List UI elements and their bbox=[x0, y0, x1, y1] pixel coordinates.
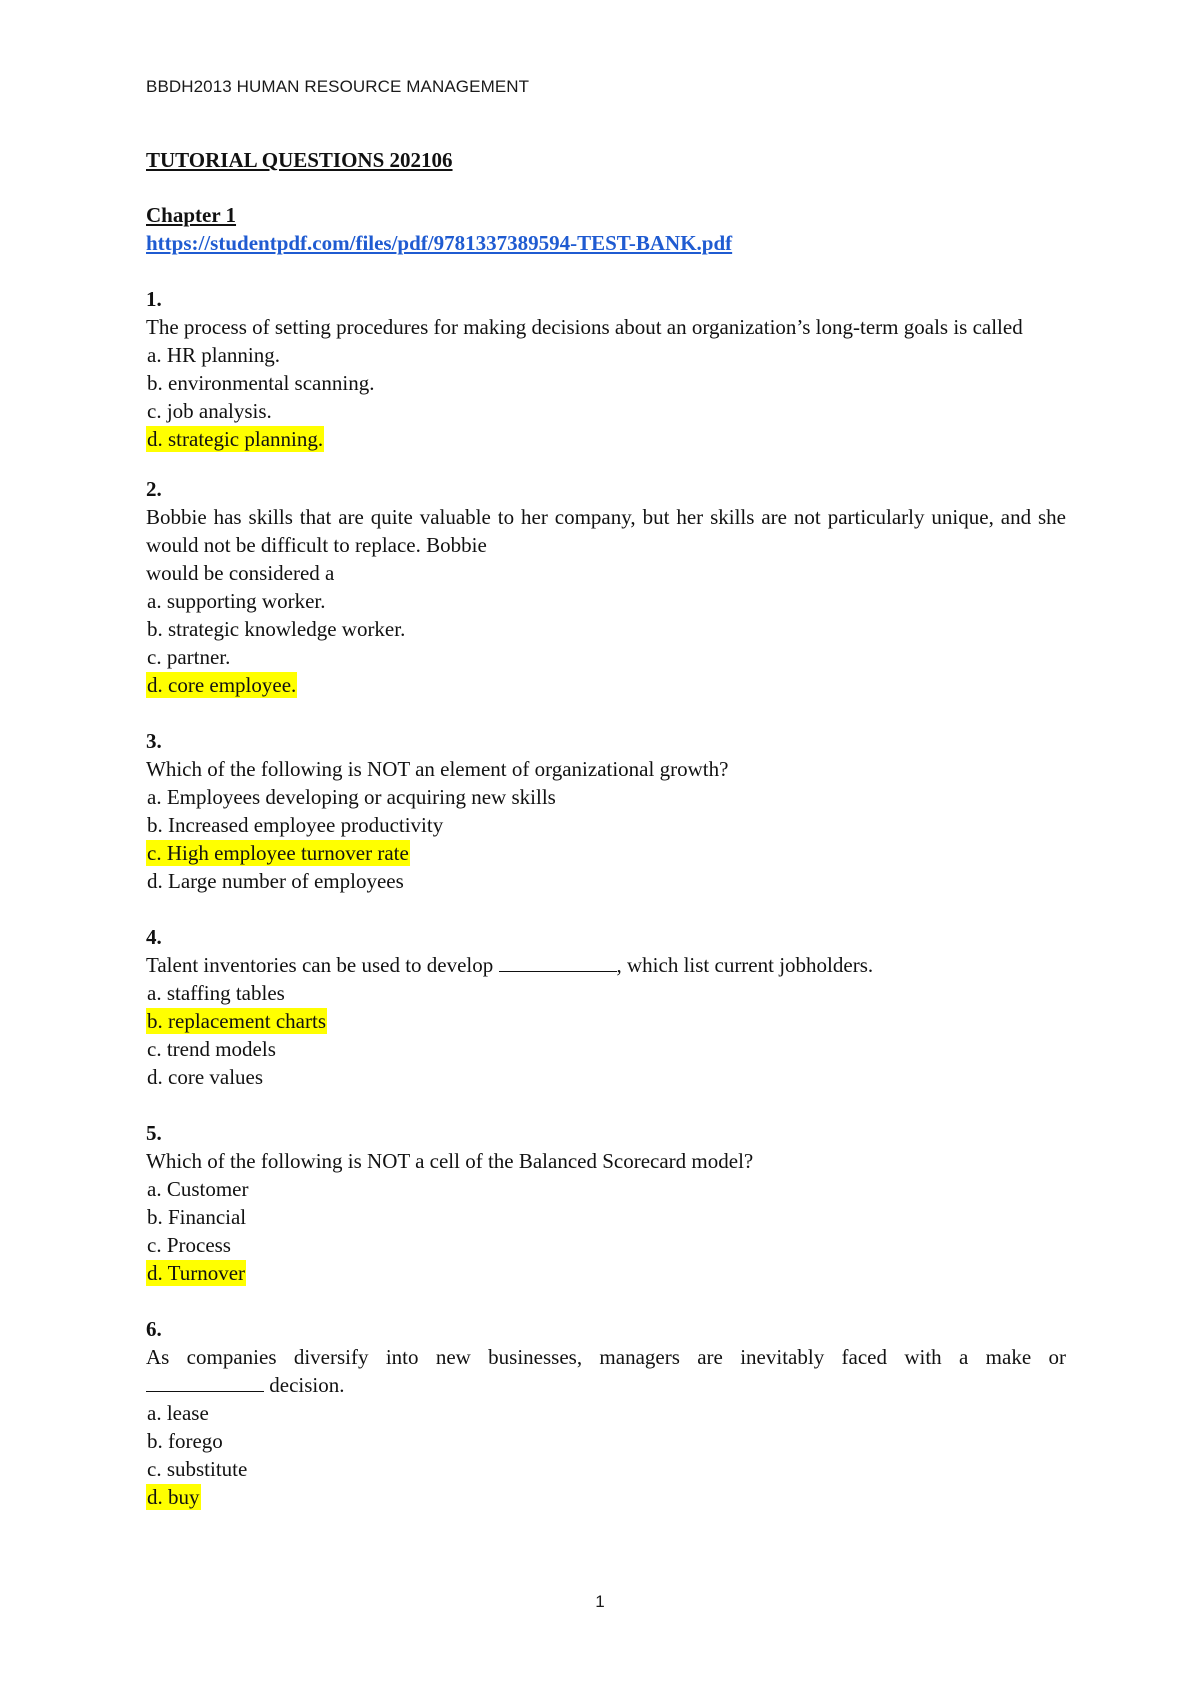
question-number: 3. bbox=[146, 729, 162, 753]
question-number: 4. bbox=[146, 925, 162, 949]
question-text: Talent inventories can be used to develop , which list current jobholders. bbox=[146, 953, 874, 977]
question-number: 1. bbox=[146, 287, 162, 311]
option-d[interactable]: d. core values bbox=[147, 1065, 264, 1089]
option-b[interactable]: b. strategic knowledge worker. bbox=[147, 617, 406, 641]
question-number: 2. bbox=[146, 477, 162, 501]
question-text: The process of setting procedures for making decisions about an organization’s long-term goals is called bbox=[146, 315, 1023, 339]
option-a[interactable]: a. Customer bbox=[147, 1177, 249, 1201]
question-text: Which of the following is NOT a cell of the Balanced Scorecard model? bbox=[146, 1149, 754, 1173]
test-bank-link[interactable]: https://studentpdf.com/files/pdf/9781337389594-TEST-BANK.pdf bbox=[146, 231, 733, 255]
option-b[interactable]: b. Financial bbox=[147, 1205, 247, 1229]
page-number: 1 bbox=[595, 1592, 605, 1611]
option-d-correct-answer[interactable]: d. strategic planning. bbox=[147, 427, 324, 451]
option-b[interactable]: b. Increased employee productivity bbox=[147, 813, 444, 837]
question-text: Bobbie has skills that are quite valuable to her company, but her skills are not particularly unique, and she would not be difficult to replace. Bobbie would be considered a bbox=[146, 505, 1066, 585]
option-b-correct-answer[interactable]: b. replacement charts bbox=[147, 1009, 326, 1033]
question-1 bbox=[146, 285, 1066, 453]
option-d-correct-answer[interactable]: d. core employee. bbox=[147, 673, 297, 697]
option-a[interactable]: a. lease bbox=[147, 1401, 209, 1425]
chapter-heading: Chapter 1 bbox=[146, 203, 237, 227]
option-d[interactable]: d. Large number of employees bbox=[147, 869, 404, 893]
option-c[interactable]: c. partner. bbox=[147, 645, 231, 669]
option-b[interactable]: b. forego bbox=[147, 1429, 223, 1453]
option-c[interactable]: c. job analysis. bbox=[147, 399, 272, 423]
question-4 bbox=[146, 923, 1066, 1091]
question-2 bbox=[146, 475, 1066, 699]
running-header: BBDH2013 HUMAN RESOURCE MANAGEMENT bbox=[146, 77, 530, 96]
document-title: TUTORIAL QUESTIONS 202106 bbox=[146, 148, 453, 172]
option-a[interactable]: a. supporting worker. bbox=[147, 589, 326, 613]
fill-in-blank bbox=[146, 1373, 264, 1392]
question-number: 5. bbox=[146, 1121, 162, 1145]
option-c[interactable]: c. trend models bbox=[147, 1037, 276, 1061]
fill-in-blank bbox=[499, 953, 617, 972]
question-5 bbox=[146, 1119, 1066, 1287]
option-c[interactable]: c. Process bbox=[147, 1233, 231, 1257]
question-number: 6. bbox=[146, 1317, 162, 1341]
option-d-correct-answer[interactable]: d. buy bbox=[147, 1485, 200, 1509]
question-text: Which of the following is NOT an element of organizational growth? bbox=[146, 757, 729, 781]
option-d-correct-answer[interactable]: d. Turnover bbox=[147, 1261, 246, 1285]
option-a[interactable]: a. staffing tables bbox=[147, 981, 285, 1005]
option-b[interactable]: b. environmental scanning. bbox=[147, 371, 375, 395]
question-3 bbox=[146, 727, 1066, 895]
option-a[interactable]: a. Employees developing or acquiring new skills bbox=[147, 785, 556, 809]
question-6 bbox=[146, 1315, 1066, 1511]
option-c-correct-answer[interactable]: c. High employee turnover rate bbox=[147, 841, 409, 865]
option-c[interactable]: c. substitute bbox=[147, 1457, 248, 1481]
document-body bbox=[146, 146, 1066, 1511]
question-text: As companies diversify into new businesses, managers are inevitably faced with a make or decision. bbox=[146, 1345, 1066, 1397]
option-a[interactable]: a. HR planning. bbox=[147, 343, 280, 367]
